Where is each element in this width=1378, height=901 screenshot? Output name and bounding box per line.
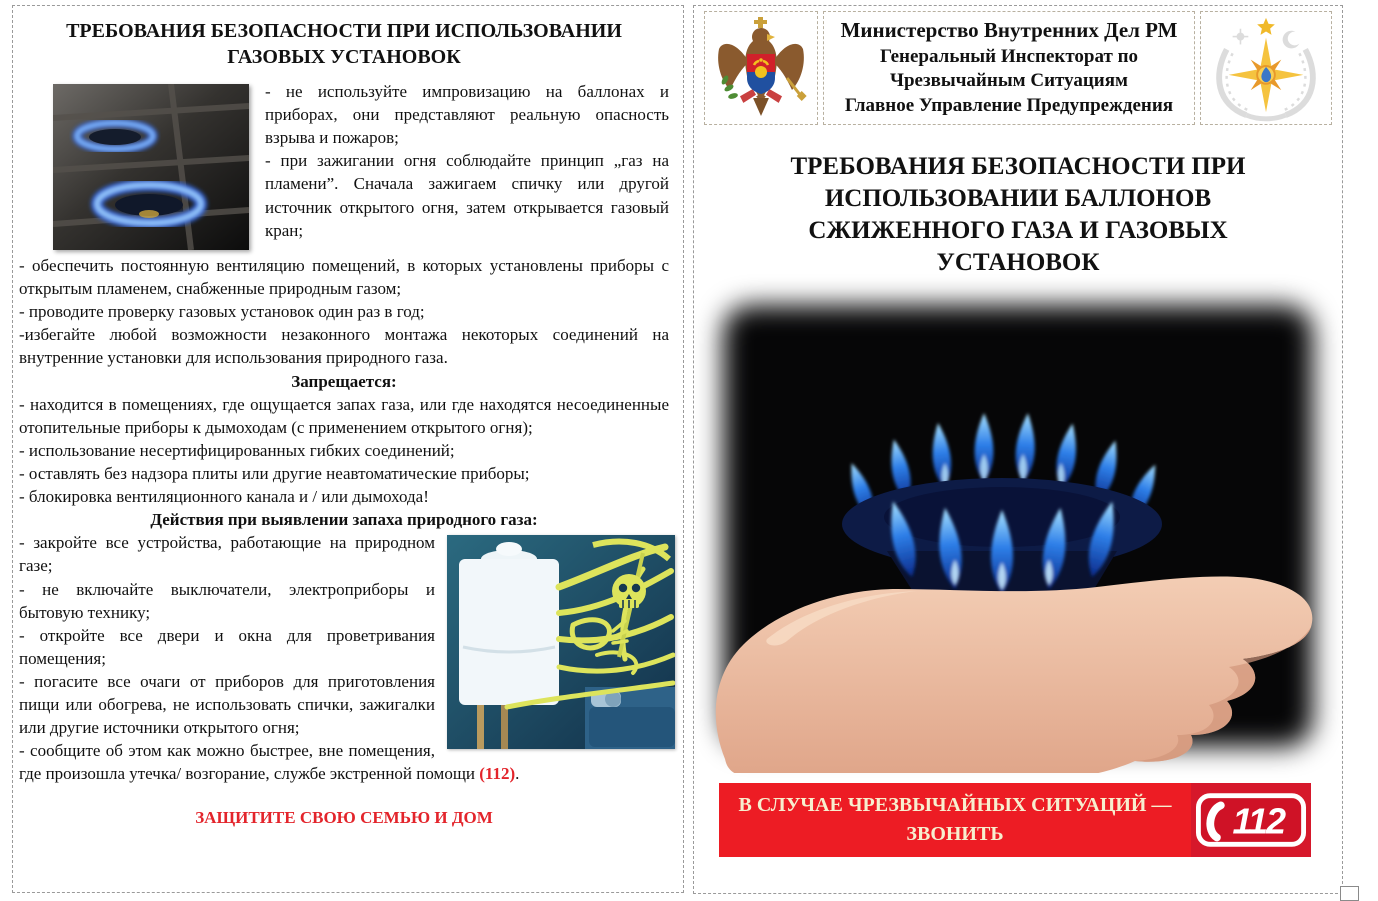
hand-holding-gas-flame-photo [707, 289, 1329, 773]
textbox-corner-handle [1340, 886, 1359, 901]
right-page-panel [693, 5, 1343, 894]
gas-leak-danger-poster [447, 535, 675, 749]
actions-heading: Действия при выявлении запаха природного газа: [150, 510, 538, 530]
body-paragraph: - проводите проверку газовых установок один раз в год; [19, 302, 425, 322]
left-page-panel [12, 5, 684, 893]
banner-line-2: ЗВОНИТЬ [906, 823, 1004, 845]
ministry-name: Министерство Внутренних Дел РМ [840, 18, 1178, 43]
body-paragraph: - обеспечить постоянную вентиляцию помещений, в которых установлены приборы с открытым пламенем, снабженные природным газом; [19, 256, 669, 299]
ministry-header [704, 11, 1332, 125]
prohibited-item: - блокировка вентиляционного канала и / или дымохода! [19, 487, 429, 507]
prohibited-item: - использование несертифицированных гибких соединений; [19, 440, 455, 460]
intro-paragraph: - не используйте импровизацию на баллонах и приборах, они представляют реальную опасность взрыва и пожаров; [265, 82, 669, 148]
banner-line-1: В СЛУЧАЕ ЧРЕЗВЫЧАЙНЫХ СИТУАЦИЙ — [738, 794, 1172, 816]
moldova-coat-of-arms-icon [704, 11, 818, 125]
action-item: - закройте все устройства, работающие на природном газе; [19, 533, 435, 576]
left-footer-slogan: ЗАЩИТИТЕ СВОЮ СЕМЬЮ И ДОМ [195, 807, 493, 827]
prohibited-heading: Запрещается: [291, 371, 397, 391]
igsu-emblem-icon [1200, 11, 1332, 125]
intro-block [19, 80, 669, 242]
intro-paragraph: - при зажигании огня соблюдайте принцип „газ на пламени”. Сначала зажигаем спичку или другой источник открытого огня, затем открывается газовый кран; [265, 151, 669, 240]
body-paragraph: -избегайте любой возможности незаконного монтажа некоторых соединений на внутренние установки для использования природного газа. [19, 325, 669, 368]
left-page-title: ТРЕБОВАНИЯ БЕЗОПАСНОСТИ ПРИ ИСПОЛЬЗОВАНИИ ГАЗОВЫХ УСТАНОВОК [66, 20, 622, 68]
prohibited-item: - оставлять без надзора плиты или другие неавтоматические приборы; [19, 463, 530, 483]
department-name: Главное Управление Предупреждения [844, 94, 1174, 116]
emergency-banner-text [719, 783, 1191, 857]
emergency-112-logo [1191, 783, 1311, 857]
prohibited-item: - находится в помещениях, где ощущается запах газа, или где находятся несоединенные отопительные приборы к дымоходам (с применением открытого огня); [19, 394, 669, 437]
actions-block [19, 531, 669, 785]
gas-stove-photo [53, 84, 249, 250]
emergency-number-inline: (112) [479, 764, 516, 784]
emergency-banner [719, 783, 1311, 857]
number-112-text: 112 [1232, 800, 1285, 842]
right-page-title: ТРЕБОВАНИЯ БЕЗОПАСНОСТИ ПРИ ИСПОЛЬЗОВАНИИ БАЛЛОНОВ СЖИЖЕННОГО ГАЗА И ГАЗОВЫХ УСТАНОВОК [790, 153, 1246, 276]
action-item: - не включайте выключатели, электроприборы и бытовую технику; [19, 579, 435, 622]
report-text-end: . [515, 764, 520, 784]
action-item: - откройте все двери и окна для проветривания помещения; [19, 625, 435, 668]
action-item: - погасите все очаги от приборов для приготовления пищи или обогрева, не использовать спички, зажигалки или другие источники открытого огня; [19, 671, 435, 738]
report-text: - сообщите об этом как можно быстрее, вне помещения, где произошла утечка/ возгорание, службе экстренной помощи [19, 741, 480, 784]
ministry-title-box [823, 11, 1195, 125]
inspectorate-name: Генеральный Инспекторат по Чрезвычайным Ситуациям [879, 45, 1139, 92]
